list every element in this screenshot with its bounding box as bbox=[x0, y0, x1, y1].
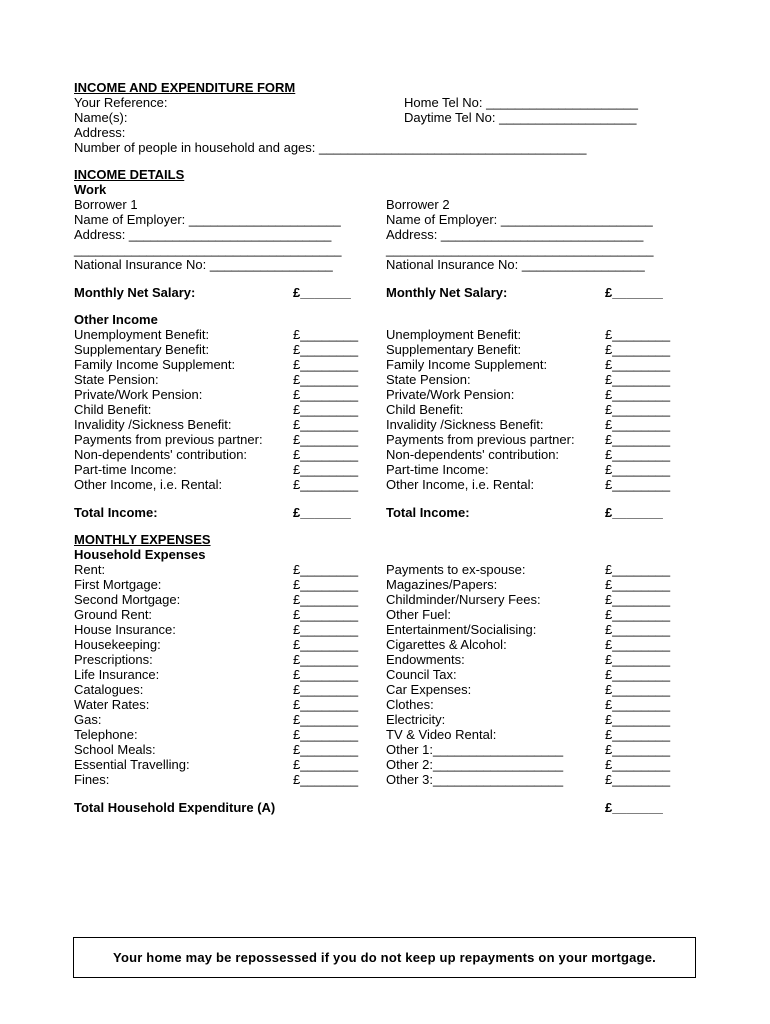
borrower2-other-income-label: Private/Work Pension: bbox=[386, 387, 515, 402]
borrower2-other-income-label: Supplementary Benefit: bbox=[386, 342, 522, 357]
expense-label: School Meals: bbox=[74, 742, 156, 757]
borrower1-other-income-label: Part-time Income: bbox=[74, 462, 177, 477]
expense-label: Life Insurance: bbox=[74, 667, 160, 682]
borrower1-other-income-field[interactable]: £________ bbox=[293, 447, 359, 462]
expense-amount-field[interactable]: £________ bbox=[293, 562, 359, 577]
expense-label: Car Expenses: bbox=[386, 682, 472, 697]
expense-label: House Insurance: bbox=[74, 622, 176, 637]
borrower2-other-income-label: Non-dependents' contribution: bbox=[386, 447, 560, 462]
borrower2-other-income-label: Family Income Supplement: bbox=[386, 357, 548, 372]
borrower1-other-income-field[interactable]: £________ bbox=[293, 342, 359, 357]
borrower2-total-income-label: Total Income: bbox=[386, 505, 470, 520]
borrower1-other-income-field[interactable]: £________ bbox=[293, 462, 359, 477]
expense-label: TV & Video Rental: bbox=[386, 727, 497, 742]
expense-label: Childminder/Nursery Fees: bbox=[386, 592, 541, 607]
borrower2-other-income-field[interactable]: £________ bbox=[605, 342, 671, 357]
household-expenses-heading: Household Expenses bbox=[74, 547, 206, 562]
expense-amount-field[interactable]: £________ bbox=[605, 667, 671, 682]
borrower2-other-income-field[interactable]: £________ bbox=[605, 462, 671, 477]
expense-amount-field[interactable]: £________ bbox=[293, 607, 359, 622]
borrower2-other-income-label: Payments from previous partner: bbox=[386, 432, 575, 447]
income-details-heading: INCOME DETAILS bbox=[74, 167, 185, 182]
borrower1-net-salary-label: Monthly Net Salary: bbox=[74, 285, 196, 300]
borrower2-net-salary-label: Monthly Net Salary: bbox=[386, 285, 508, 300]
borrower2-other-income-label: Unemployment Benefit: bbox=[386, 327, 522, 342]
expense-amount-field[interactable]: £________ bbox=[605, 772, 671, 787]
borrower2-other-income-field[interactable]: £________ bbox=[605, 387, 671, 402]
borrower1-other-income-label: Child Benefit: bbox=[74, 402, 152, 417]
borrower2-other-income-field[interactable]: £________ bbox=[605, 327, 671, 342]
borrower2-total-income-field[interactable]: £_______ bbox=[605, 505, 663, 520]
borrower2-other-income-field[interactable]: £________ bbox=[605, 402, 671, 417]
borrower2-other-income-field[interactable]: £________ bbox=[605, 447, 671, 462]
expense-label: Other Fuel: bbox=[386, 607, 452, 622]
borrower1-other-income-field[interactable]: £________ bbox=[293, 357, 359, 372]
work-heading: Work bbox=[74, 182, 107, 197]
expense-amount-field[interactable]: £________ bbox=[605, 727, 671, 742]
expense-amount-field[interactable]: £________ bbox=[605, 652, 671, 667]
borrower2-employer-field[interactable]: Name of Employer: _____________________ bbox=[386, 212, 653, 227]
daytime-tel-label: Daytime Tel No: ___________________ bbox=[404, 110, 637, 125]
borrower2-other-income-field[interactable]: £________ bbox=[605, 372, 671, 387]
borrower2-other-income-label: State Pension: bbox=[386, 372, 471, 387]
expense-label: Rent: bbox=[74, 562, 106, 577]
expense-amount-field[interactable]: £________ bbox=[605, 607, 671, 622]
expense-label: Second Mortgage: bbox=[74, 592, 181, 607]
borrower1-other-income-label: State Pension: bbox=[74, 372, 159, 387]
expense-label: Other 3:__________________ bbox=[386, 772, 564, 787]
repossession-warning-box bbox=[73, 937, 696, 978]
expense-amount-field[interactable]: £________ bbox=[293, 667, 359, 682]
repossession-warning-text: Your home may be repossessed if you do not keep up repayments on your mortgage. bbox=[113, 950, 656, 965]
expense-amount-field[interactable]: £________ bbox=[605, 622, 671, 637]
borrower1-other-income-label: Invalidity /Sickness Benefit: bbox=[74, 417, 232, 432]
expense-label: First Mortgage: bbox=[74, 577, 162, 592]
expense-amount-field[interactable]: £________ bbox=[293, 757, 359, 772]
expense-amount-field[interactable]: £________ bbox=[293, 592, 359, 607]
borrower1-other-income-label: Other Income, i.e. Rental: bbox=[74, 477, 223, 492]
expense-label: Endowments: bbox=[386, 652, 465, 667]
expense-label: Electricity: bbox=[386, 712, 446, 727]
borrower1-other-income-label: Non-dependents' contribution: bbox=[74, 447, 248, 462]
borrower2-other-income-field[interactable]: £________ bbox=[605, 432, 671, 447]
borrower1-other-income-label: Supplementary Benefit: bbox=[74, 342, 210, 357]
expense-amount-field[interactable]: £________ bbox=[605, 592, 671, 607]
expense-amount-field[interactable]: £________ bbox=[293, 637, 359, 652]
expense-label: Housekeeping: bbox=[74, 637, 161, 652]
borrower1-other-income-label: Unemployment Benefit: bbox=[74, 327, 210, 342]
borrower1-employer-field[interactable]: Name of Employer: _____________________ bbox=[74, 212, 341, 227]
expense-label: Cigarettes & Alcohol: bbox=[386, 637, 507, 652]
borrower1-other-income-label: Family Income Supplement: bbox=[74, 357, 236, 372]
expense-label: Clothes: bbox=[386, 697, 434, 712]
expense-label: Water Rates: bbox=[74, 697, 150, 712]
borrower2-other-income-label: Other Income, i.e. Rental: bbox=[386, 477, 535, 492]
expense-amount-field[interactable]: £________ bbox=[605, 637, 671, 652]
expense-label: Essential Travelling: bbox=[74, 757, 190, 772]
expense-label: Payments to ex-spouse: bbox=[386, 562, 526, 577]
home-tel-label: Home Tel No: _____________________ bbox=[404, 95, 638, 110]
expense-amount-field[interactable]: £________ bbox=[605, 757, 671, 772]
expense-label: Fines: bbox=[74, 772, 110, 787]
form-title: INCOME AND EXPENDITURE FORM bbox=[74, 80, 296, 95]
borrower1-other-income-field[interactable]: £________ bbox=[293, 327, 359, 342]
borrower1-other-income-field[interactable]: £________ bbox=[293, 402, 359, 417]
borrower1-address-field[interactable]: Address: ____________________________ bbox=[74, 227, 332, 242]
expense-label: Council Tax: bbox=[386, 667, 457, 682]
expense-label: Gas: bbox=[74, 712, 102, 727]
expense-amount-field[interactable]: £________ bbox=[605, 577, 671, 592]
total-household-expenditure-field[interactable]: £_______ bbox=[605, 800, 663, 815]
expense-amount-field[interactable]: £________ bbox=[605, 697, 671, 712]
expense-label: Other 2:__________________ bbox=[386, 757, 564, 772]
your-reference-label: Your Reference: bbox=[74, 95, 168, 110]
borrower1-other-income-field[interactable]: £________ bbox=[293, 432, 359, 447]
borrower1-other-income-field[interactable]: £________ bbox=[293, 372, 359, 387]
borrower2-other-income-field[interactable]: £________ bbox=[605, 357, 671, 372]
expense-amount-field[interactable]: £________ bbox=[293, 622, 359, 637]
borrower1-ni-field[interactable]: National Insurance No: _________________ bbox=[74, 257, 333, 272]
monthly-expenses-heading: MONTHLY EXPENSES bbox=[74, 532, 211, 547]
other-income-heading: Other Income bbox=[74, 312, 158, 327]
borrower2-other-income-label: Child Benefit: bbox=[386, 402, 464, 417]
borrower1-net-salary-field[interactable]: £_______ bbox=[293, 285, 351, 300]
expense-label: Catalogues: bbox=[74, 682, 144, 697]
address-label: Address: bbox=[74, 125, 126, 140]
borrower1-address-line2-field[interactable]: _____________________________________ bbox=[74, 242, 342, 257]
expense-amount-field[interactable]: £________ bbox=[293, 652, 359, 667]
expense-label: Other 1:__________________ bbox=[386, 742, 564, 757]
expense-amount-field[interactable]: £________ bbox=[605, 682, 671, 697]
borrower1-total-income-field[interactable]: £_______ bbox=[293, 505, 351, 520]
expense-label: Entertainment/Socialising: bbox=[386, 622, 537, 637]
borrower1-other-income-field[interactable]: £________ bbox=[293, 387, 359, 402]
borrower2-other-income-label: Part-time Income: bbox=[386, 462, 489, 477]
expense-amount-field[interactable]: £________ bbox=[293, 727, 359, 742]
expense-label: Ground Rent: bbox=[74, 607, 153, 622]
expense-label: Telephone: bbox=[74, 727, 138, 742]
borrower1-other-income-label: Payments from previous partner: bbox=[74, 432, 263, 447]
borrower2-address-line2-field[interactable]: _____________________________________ bbox=[386, 242, 654, 257]
borrower2-other-income-field[interactable]: £________ bbox=[605, 477, 671, 492]
borrower1-other-income-field[interactable]: £________ bbox=[293, 417, 359, 432]
expense-label: Magazines/Papers: bbox=[386, 577, 498, 592]
expense-amount-field[interactable]: £________ bbox=[605, 742, 671, 757]
borrower1-total-income-label: Total Income: bbox=[74, 505, 158, 520]
borrower1-label: Borrower 1 bbox=[74, 197, 138, 212]
borrower2-address-field[interactable]: Address: ____________________________ bbox=[386, 227, 644, 242]
names-label: Name(s): bbox=[74, 110, 128, 125]
expense-amount-field[interactable]: £________ bbox=[605, 562, 671, 577]
expense-amount-field[interactable]: £________ bbox=[293, 742, 359, 757]
expense-amount-field[interactable]: £________ bbox=[293, 712, 359, 727]
borrower2-net-salary-field[interactable]: £_______ bbox=[605, 285, 663, 300]
borrower1-other-income-label: Private/Work Pension: bbox=[74, 387, 203, 402]
expense-amount-field[interactable]: £________ bbox=[293, 577, 359, 592]
borrower1-other-income-field[interactable]: £________ bbox=[293, 477, 359, 492]
household-label: Number of people in household and ages: _____________________________________ bbox=[74, 140, 587, 155]
total-household-expenditure-label: Total Household Expenditure (A) bbox=[74, 800, 276, 815]
expense-amount-field[interactable]: £________ bbox=[293, 682, 359, 697]
expense-amount-field[interactable]: £________ bbox=[293, 697, 359, 712]
borrower2-other-income-field[interactable]: £________ bbox=[605, 417, 671, 432]
borrower2-ni-field[interactable]: National Insurance No: _________________ bbox=[386, 257, 645, 272]
expense-amount-field[interactable]: £________ bbox=[605, 712, 671, 727]
expense-label: Prescriptions: bbox=[74, 652, 153, 667]
borrower2-other-income-label: Invalidity /Sickness Benefit: bbox=[386, 417, 544, 432]
expense-amount-field[interactable]: £________ bbox=[293, 772, 359, 787]
borrower2-label: Borrower 2 bbox=[386, 197, 450, 212]
